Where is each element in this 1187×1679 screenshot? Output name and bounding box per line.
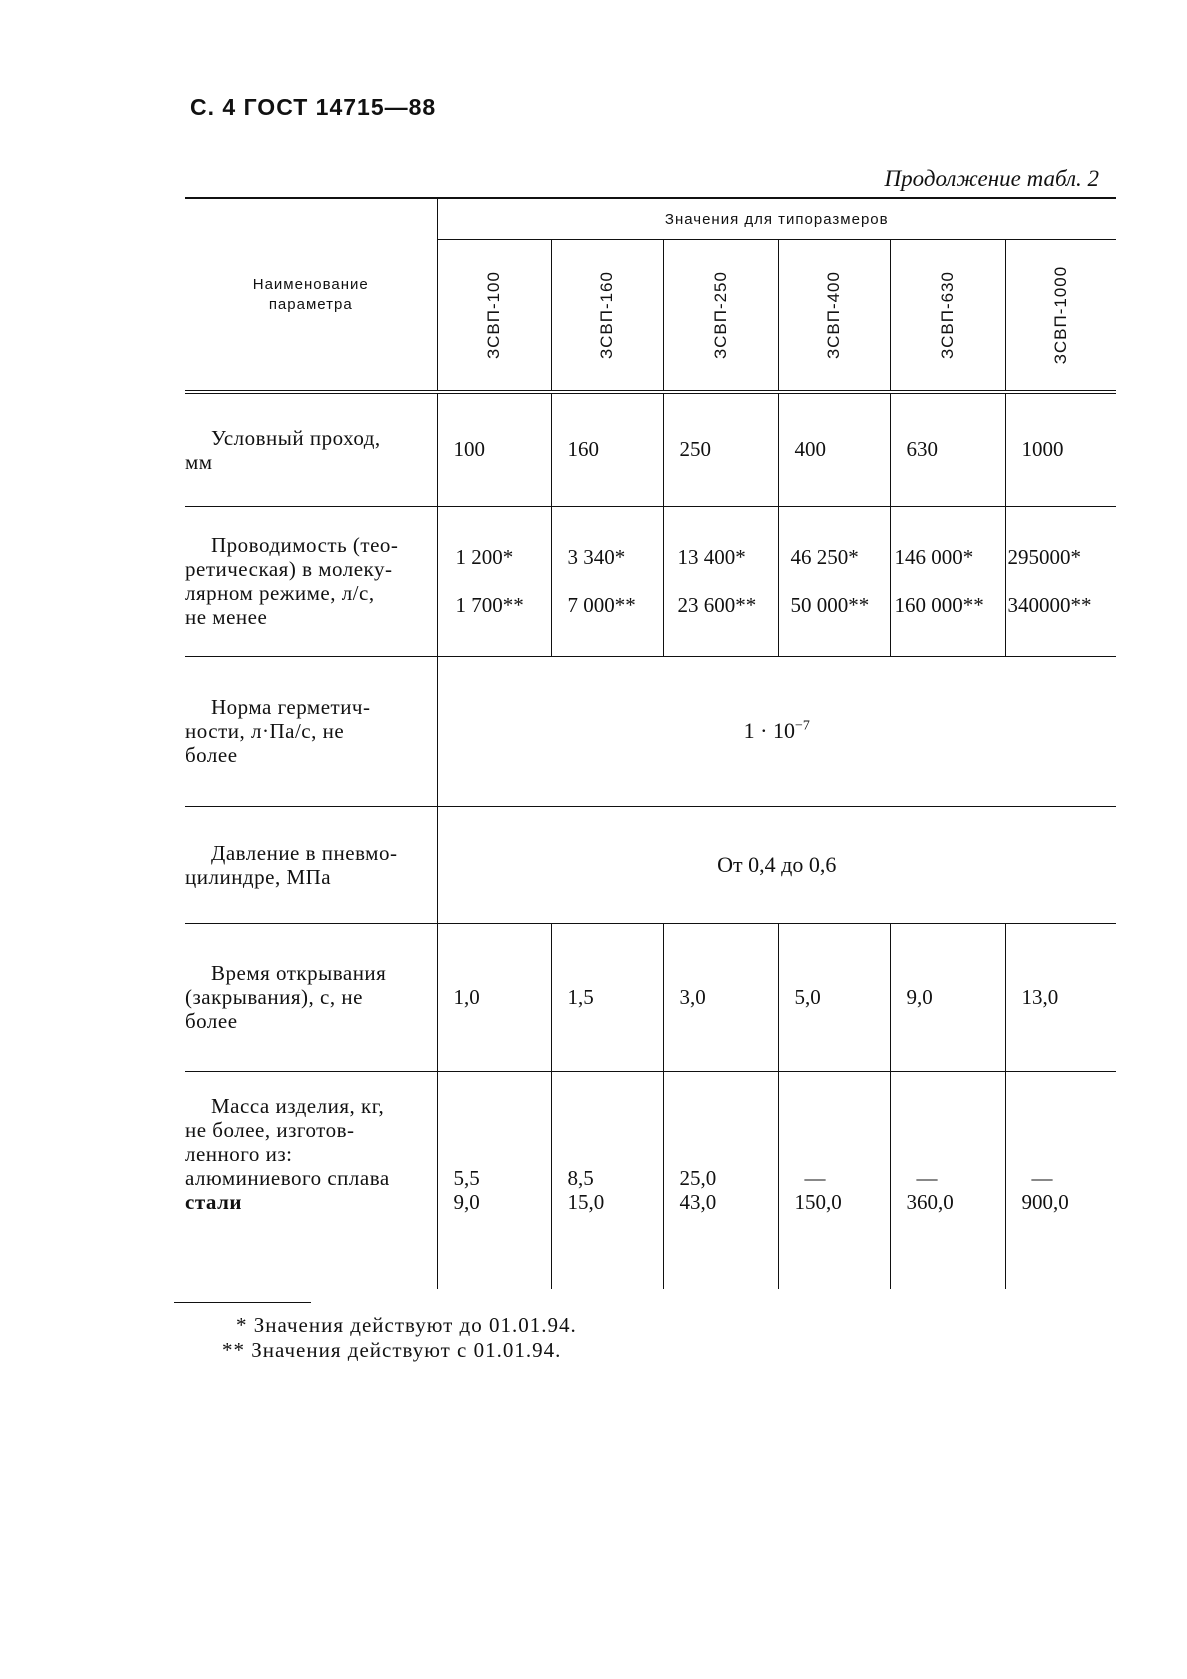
cell: 250	[663, 392, 778, 506]
type-label: ЗСВП-1000	[1050, 265, 1070, 365]
value-before: 146 000*	[894, 545, 974, 569]
cell	[437, 506, 551, 656]
label-line: (закрывания), с, не	[185, 985, 363, 1009]
value-aluminium: 5,5	[453, 1165, 480, 1190]
table-continuation-caption: Продолжение табл. 2	[884, 166, 1099, 191]
label-line: цилиндре, МПа	[185, 864, 332, 889]
value-aluminium: —	[804, 1165, 826, 1190]
label-line: ленного из:	[185, 1141, 293, 1166]
cell	[778, 1071, 890, 1289]
label-line: Время открывания	[211, 961, 387, 985]
row-label	[185, 392, 437, 506]
type-label: ЗСВП-400	[824, 271, 843, 359]
value-after: 1 700**	[455, 593, 524, 617]
leak-exponent: −7	[794, 718, 810, 734]
label-line: ретическая) в молеку-	[185, 557, 393, 581]
type-header	[890, 240, 1005, 393]
value-after: 340000**	[1007, 593, 1092, 617]
cell	[778, 506, 890, 656]
label-line: Давление в пневмо-	[211, 840, 398, 865]
param-header	[185, 198, 437, 392]
type-header	[663, 240, 778, 393]
leak-value	[437, 656, 1116, 806]
row-nominal	[185, 392, 1116, 506]
value-steel: 15,0	[567, 1189, 605, 1214]
cell: 1,0	[437, 923, 551, 1071]
cell	[1005, 506, 1116, 656]
row-label	[185, 1071, 437, 1289]
cell: 400	[778, 392, 890, 506]
type-header	[1005, 240, 1116, 393]
label-line: стали	[185, 1189, 242, 1214]
cell: 630	[890, 392, 1005, 506]
row-conductance	[185, 506, 1116, 656]
cell	[890, 506, 1005, 656]
value-steel: 900,0	[1021, 1189, 1069, 1214]
row-pressure	[185, 806, 1116, 923]
header-row	[185, 198, 1116, 240]
cell	[890, 1071, 1005, 1289]
label-line: алюминиевого сплава	[185, 1165, 390, 1190]
leak-mantissa: 1 · 10	[743, 718, 795, 743]
type-label: ЗСВП-630	[937, 271, 957, 359]
cell	[551, 1071, 663, 1289]
page-header: С. 4 ГОСТ 14715—88	[190, 94, 437, 120]
value-steel: 360,0	[906, 1189, 954, 1214]
cell	[663, 1071, 778, 1289]
label-line: не более, изготов-	[185, 1117, 355, 1142]
label-line: Масса изделия, кг,	[211, 1093, 385, 1118]
type-label: ЗСВП-250	[710, 271, 730, 359]
pressure-value: От 0,4 до 0,6	[437, 806, 1116, 923]
cell: 5,0	[778, 923, 890, 1071]
cell	[663, 506, 778, 656]
row-time	[185, 923, 1116, 1071]
label-line: ности, л·Па/с, не	[185, 719, 345, 743]
label-line: не менее	[185, 605, 268, 629]
value-before: 3 340*	[567, 545, 626, 569]
cell: 1000	[1005, 392, 1116, 506]
type-header	[778, 240, 890, 393]
footnote-2: ** Значения действуют с 01.01.94.	[222, 1338, 562, 1362]
cell: 9,0	[890, 923, 1005, 1071]
label-line: более	[185, 743, 238, 767]
type-header	[437, 240, 551, 393]
value-before: 13 400*	[677, 545, 746, 569]
value-before: 46 250*	[790, 545, 859, 569]
value-after: 50 000**	[790, 593, 870, 617]
value-steel: 150,0	[794, 1189, 842, 1214]
label-line: Проводимость (тео-	[211, 533, 399, 557]
cell	[551, 506, 663, 656]
cell: 1,5	[551, 923, 663, 1071]
cell	[437, 1071, 551, 1289]
parameters-table	[185, 197, 1116, 1289]
label-line: мм	[185, 449, 213, 474]
value-steel: 9,0	[453, 1189, 480, 1214]
label-line: Условный проход,	[211, 425, 381, 450]
row-mass	[185, 1071, 1116, 1289]
label-line: Норма герметич-	[211, 695, 371, 719]
cell: 13,0	[1005, 923, 1116, 1071]
value-aluminium: —	[1031, 1165, 1053, 1190]
value-before: 1 200*	[455, 545, 514, 569]
footnote-1: * Значения действуют до 01.01.94.	[236, 1313, 577, 1337]
value-after: 23 600**	[677, 593, 757, 617]
value-aluminium: —	[916, 1165, 938, 1190]
param-header-line: Наименование	[252, 275, 369, 293]
value-after: 160 000**	[894, 593, 984, 617]
label-line: более	[185, 1009, 238, 1033]
cell: 160	[551, 392, 663, 506]
value-aluminium: 8,5	[567, 1165, 594, 1190]
label-line: лярном режиме, л/с,	[185, 581, 375, 605]
type-label: ЗСВП-100	[484, 271, 503, 359]
footnote-divider	[174, 1302, 311, 1303]
row-label	[185, 656, 437, 806]
cell: 3,0	[663, 923, 778, 1071]
value-steel: 43,0	[679, 1189, 717, 1214]
type-header	[551, 240, 663, 393]
cell: 100	[437, 392, 551, 506]
cell	[1005, 1071, 1116, 1289]
row-leak-rate	[185, 656, 1116, 806]
values-header: Значения для типоразмеров	[437, 198, 1116, 240]
param-header-line: параметра	[268, 295, 353, 313]
value-before: 295000*	[1007, 545, 1081, 569]
value-aluminium: 25,0	[679, 1165, 717, 1190]
value-after: 7 000**	[567, 593, 636, 617]
type-label: ЗСВП-160	[597, 271, 616, 359]
row-label	[185, 506, 437, 656]
row-label	[185, 806, 437, 923]
row-label	[185, 923, 437, 1071]
